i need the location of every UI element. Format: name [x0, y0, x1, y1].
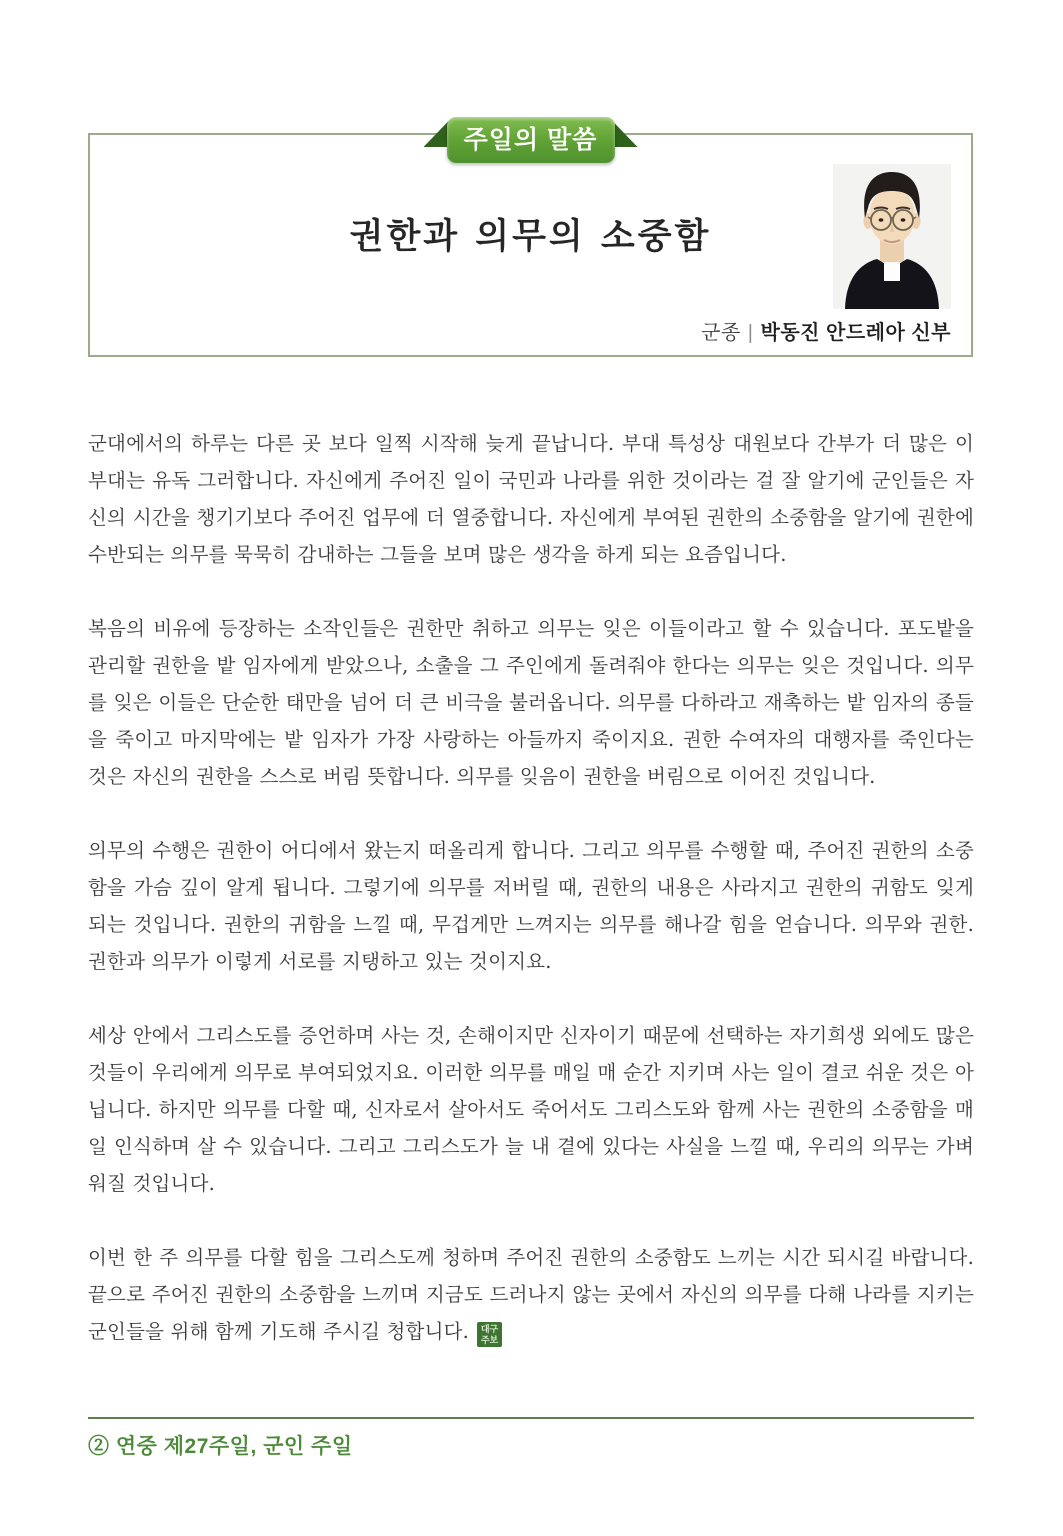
section-banner-label: 주일의 말씀 [447, 117, 615, 163]
paragraph-2: 복음의 비유에 등장하는 소작인들은 권한만 취하고 의무는 잊은 이들이라고 할 수 있습니다. 포도밭을 관리할 권한을 밭 임자에게 받았으나, 소출을 그 주인에게 돌려줘야 한다는 의무는 잊은 것입니다. 의무를 잊은 이들은 단순한 태만을 넘어 더 큰 비극을 불러옵니다. 의무를 다하라고 재촉하는 밭 임자의 종들을 죽이고 마지막에는 밭 임자가 가장 사랑하는 아들까지 죽이지요. 권한 수여자의 대행자를 죽인다는 것은 자신의 권한을 스스로 버림 뜻합니다. 의무를 잊음이 권한을 버림으로 이어진 것입니다. [88, 617, 974, 788]
byline-name: 박동진 안드레아 신부 [760, 322, 951, 344]
footer-divider [88, 1417, 974, 1419]
paragraph-5 [88, 1239, 974, 1350]
ribbon-fold-right-icon [612, 120, 638, 147]
article-body [88, 425, 974, 1350]
bulletin-end-seal-icon [477, 1322, 502, 1347]
header-box [88, 126, 973, 357]
priest-portrait-icon [833, 164, 951, 309]
seal-text-bottom: 주보 [480, 1335, 499, 1345]
paragraph-3: 의무의 수행은 권한이 어디에서 왔는지 떠올리게 합니다. 그리고 의무를 수행할 때, 주어진 권한의 소중함을 가슴 깊이 알게 됩니다. 그렇기에 의무를 저버릴 때, 권한의 내용은 사라지고 권한의 귀함도 잊게 되는 것입니다. 권한의 귀함을 느낄 때, 무겁게만 느껴지는 의무를 해나갈 힘을 얻습니다. 의무와 권한. 권한과 의무가 이렇게 서로를 지탱하고 있는 것이지요. [88, 839, 974, 973]
page-title: 권한과 의무의 소중함 [349, 216, 712, 257]
footer-page-label: ② 연중 제27주일, 군인 주일 [88, 1435, 353, 1458]
byline-role: 군종 [701, 322, 741, 344]
paragraph-4: 세상 안에서 그리스도를 증언하며 사는 것, 손해이지만 신자이기 때문에 선택하는 자기희생 외에도 많은 것들이 우리에게 의무로 부여되었지요. 이러한 의무를 매일 매 순간 지키며 사는 일이 결코 쉬운 것은 아닙니다. 하지만 의무를 다할 때, 신자로서 살아서도 죽어서도 그리스도와 함께 사는 권한의 소중함을 매일 인식하며 살 수 있습니다. 그리고 그리스도가 늘 내 곁에 있다는 사실을 느낄 때, 우리의 의무는 가벼워질 것입니다. [88, 1024, 974, 1195]
priest-photo [833, 164, 951, 309]
byline-divider: | [747, 322, 754, 344]
seal-text-top: 대구 [480, 1324, 499, 1334]
section-banner [447, 117, 615, 163]
byline [701, 316, 951, 345]
paragraph-5-text: 이번 한 주 의무를 다할 힘을 그리스도께 청하며 주어진 권한의 소중함도 느끼는 시간 되시길 바랍니다. 끝으로 주어진 권한의 소중함을 느끼며 지금도 드러나지 않는 곳에서 자신의 의무를 다해 나라를 지키는 군인들을 위해 함께 기도해 주시길 청합니다. [88, 1246, 974, 1343]
paragraph-1: 군대에서의 하루는 다른 곳 보다 일찍 시작해 늦게 끝납니다. 부대 특성상 대원보다 간부가 더 많은 이 부대는 유독 그러합니다. 자신에게 주어진 일이 국민과 나라를 위한 것이라는 걸 잘 알기에 군인들은 자신의 시간을 챙기기보다 주어진 업무에 더 열중합니다. 자신에게 부여된 권한의 소중함을 알기에 권한에 수반되는 의무를 묵묵히 감내하는 그들을 보며 많은 생각을 하게 되는 요즘입니다. [88, 432, 974, 566]
